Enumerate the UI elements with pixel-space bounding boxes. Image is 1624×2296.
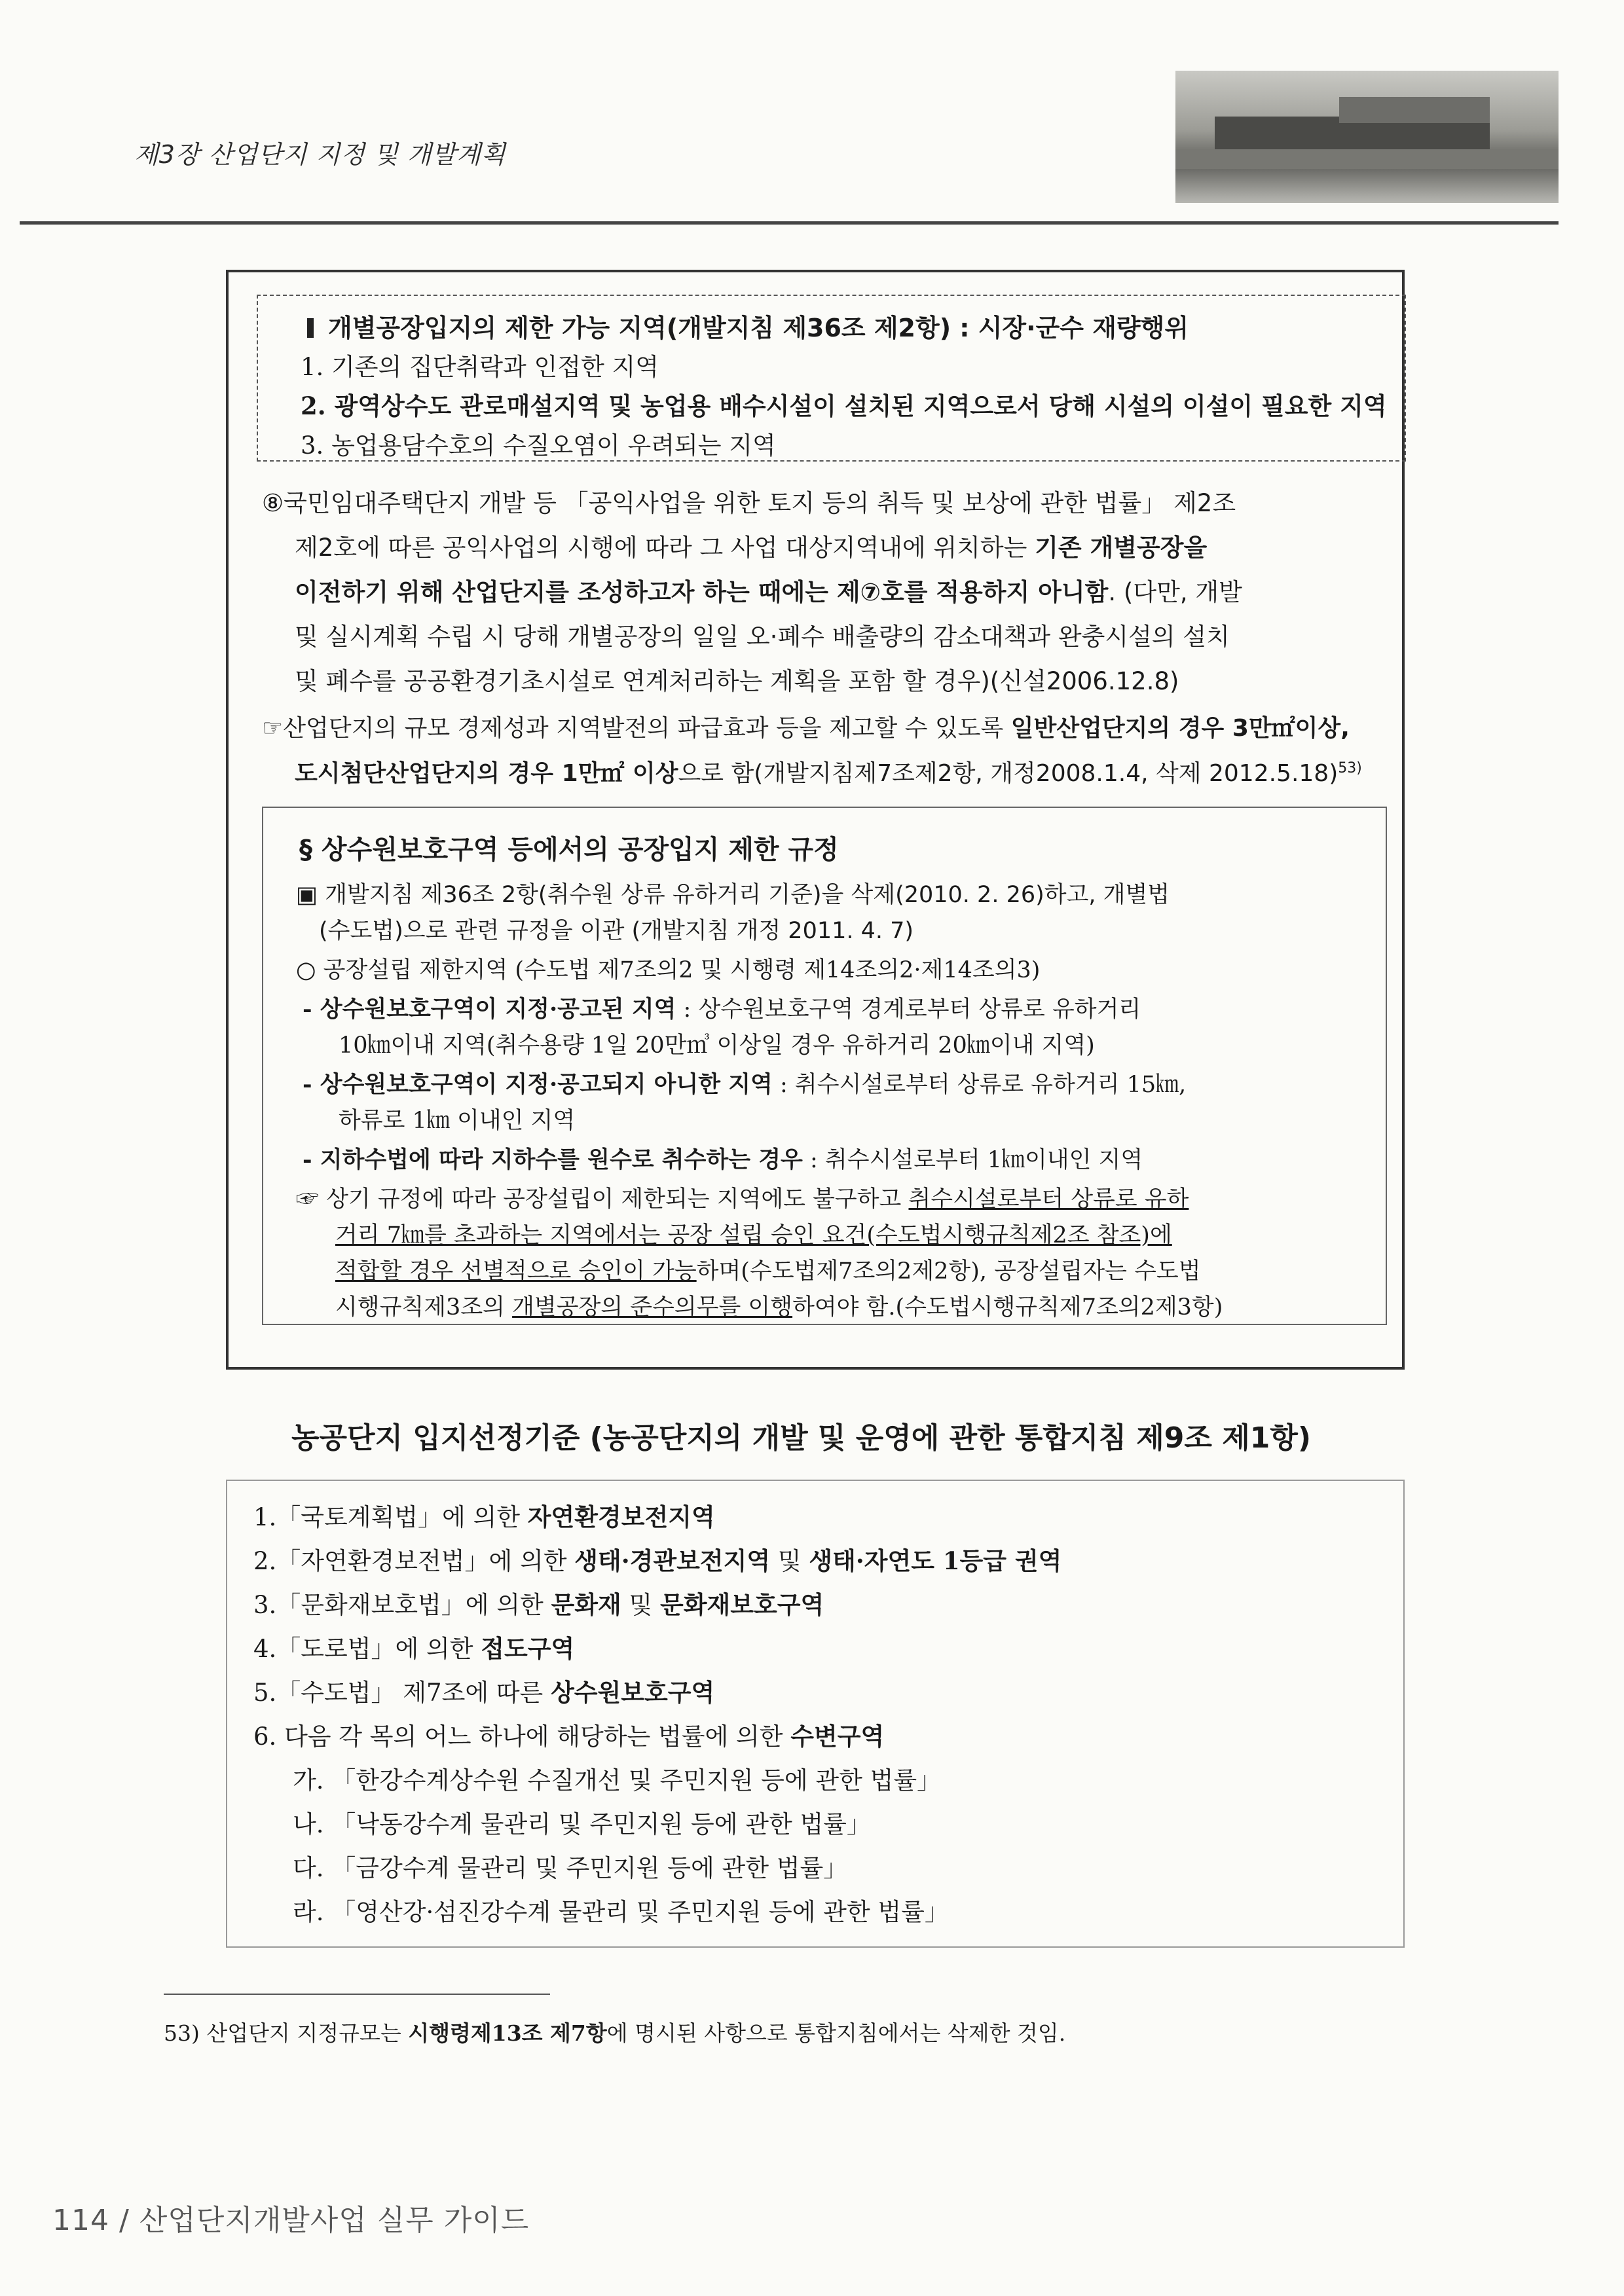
agri-section-title: 농공단지 입지선정기준 (농공단지의 개발 및 운영에 관한 통합지침 제9조 제1항) (291, 1421, 1311, 1455)
agri-subitem: 라. 「영산강·섬진강수계 물관리 및 주민지원 등에 관한 법률」 (293, 1898, 949, 1926)
agri-subitem: 가. 「한강수계상수원 수질개선 및 주민지원 등에 관한 법률」 (293, 1766, 942, 1795)
para8-line2: 제2호에 따른 공익사업의 시행에 따라 그 사업 대상지역내에 위치하는 기존 개별공장을 (295, 534, 1208, 562)
header-divider (20, 221, 1559, 225)
dev-limit-item: 2. 광역상수도 관로매설지역 및 농업용 배수시설이 설치된 지역으로서 당해 시설의 이설이 필요한 지역 (301, 392, 1387, 420)
agri-subitem: 나. 「낙동강수계 물관리 및 주민지원 등에 관한 법률」 (293, 1810, 871, 1838)
water-line: 적합할 경우 선별적으로 승인이 가능하며(수도법제7조의2제2항), 공장설립자는 수도법 (335, 1258, 1201, 1285)
water-protection-box (262, 807, 1387, 1325)
agri-item: 6. 다음 각 목의 어느 하나에 해당하는 법률에 의한 수변구역 (253, 1722, 885, 1751)
agri-criteria-box (226, 1480, 1405, 1948)
para8-line3: 이전하기 위해 산업단지를 조성하고자 하는 때에는 제⑦호를 적용하지 아니함. (다만, 개발 (295, 578, 1242, 606)
water-line: (수도법)으로 관련 규정을 이관 (개발지침 개정 2011. 4. 7) (319, 918, 914, 944)
water-line: ▣ 개발지침 제36조 2항(취수원 상류 유하거리 기준)을 삭제(2010. 2. 26)하고, 개별법 (296, 882, 1170, 908)
dev-limit-box (257, 295, 1406, 462)
footnote-divider (164, 1994, 550, 1995)
note-line2: 도시첨단산업단지의 경우 1만㎡ 이상으로 함(개발지침제7조제2항, 개정2008.1.4, 삭제 2012.5.18)$^{53)}$ (295, 760, 1362, 787)
dev-limit-item: 3. 농업용담수호의 수질오염이 우려되는 지역 (301, 431, 776, 460)
water-line: ○ 공장설립 제한지역 (수도법 제7조의2 및 시행령 제14조의2·제14조의3) (296, 957, 1041, 983)
water-line: 시행규칙제3조의 개별공장의 준수의무를 이행하여야 함.(수도법시행규칙제7조의2제3항) (335, 1294, 1223, 1321)
agri-item: 2.「자연환경보전법」에 의한 생태·경관보전지역 및 생태·자연도 1등급 권역 (253, 1546, 1062, 1575)
agri-item: 4.「도로법」에 의한 접도구역 (253, 1634, 575, 1663)
water-line: - 상수원보호구역이 지정·공고되지 아니한 지역 : 취수시설로부터 상류로 유하거리 15㎞, (303, 1071, 1187, 1098)
water-line: 거리 7㎞를 초과하는 지역에서는 공장 설립 승인 요건(수도법시행규칙제2조 참조)에 (335, 1222, 1172, 1248)
para8-line1: ⑧국민임대주택단지 개발 등 「공익사업을 위한 토지 등의 취득 및 보상에 관한 법률」 제2조 (262, 489, 1236, 517)
agri-item: 1.「국토계획법」에 의한 자연환경보전지역 (253, 1503, 715, 1531)
dev-limit-title: 개별공장입지의 제한 가능 지역(개발지침 제36조 제2항) : 시장·군수 재량행위 (307, 308, 1189, 344)
square-bullet-icon (307, 318, 314, 338)
para8-line5: 및 폐수를 공공환경기초시설로 연계처리하는 계획을 포함 할 경우)(신설2006.12.8) (295, 667, 1179, 695)
page-footer: 114 / 산업단지개발사업 실무 가이드 (52, 2204, 530, 2237)
water-line: 10㎞이내 지역(취수용량 1일 20만㎥ 이상일 경우 유하거리 20㎞이내 지역) (339, 1032, 1095, 1059)
footnote: 53) 산업단지 지정규모는 시행령제13조 제7항에 명시된 사항으로 통합지침에서는 삭제한 것임. (164, 2020, 1066, 2046)
water-line: - 상수원보호구역이 지정·공고된 지역 : 상수원보호구역 경계로부터 상류로 유하거리 (303, 996, 1141, 1023)
dev-limit-item: 1. 기존의 집단취락과 인접한 지역 (301, 353, 659, 381)
agri-subitem: 다. 「금강수계 물관리 및 주민지원 등에 관한 법률」 (293, 1854, 848, 1882)
agri-item: 3.「문화재보호법」에 의한 문화재 및 문화재보호구역 (253, 1590, 824, 1619)
agri-item: 5.「수도법」 제7조에 따른 상수원보호구역 (253, 1678, 715, 1707)
note-line1: ☞산업단지의 규모 경제성과 지역발전의 파급효과 등을 제고할 수 있도록 일반산업단지의 경우 3만㎡이상, (262, 715, 1350, 742)
para8-line4: 및 실시계획 수립 시 당해 개별공장의 일일 오·폐수 배출량의 감소대책과 완충시설의 설치 (295, 623, 1230, 651)
water-line: - 지하수법에 따라 지하수를 원수로 취수하는 경우 : 취수시설로부터 1㎞이내인 지역 (303, 1146, 1143, 1173)
water-box-title: § 상수원보호구역 등에서의 공장입지 제한 규정 (299, 835, 839, 865)
header-building-photo (1175, 71, 1559, 203)
water-line: ☞ 상기 규정에 따라 공장설립이 제한되는 지역에도 불구하고 취수시설로부터 상류로 유하 (296, 1186, 1189, 1212)
water-line: 하류로 1㎞ 이내인 지역 (339, 1108, 576, 1134)
chapter-title: 제3장 산업단지 지정 및 개발계획 (134, 140, 506, 169)
